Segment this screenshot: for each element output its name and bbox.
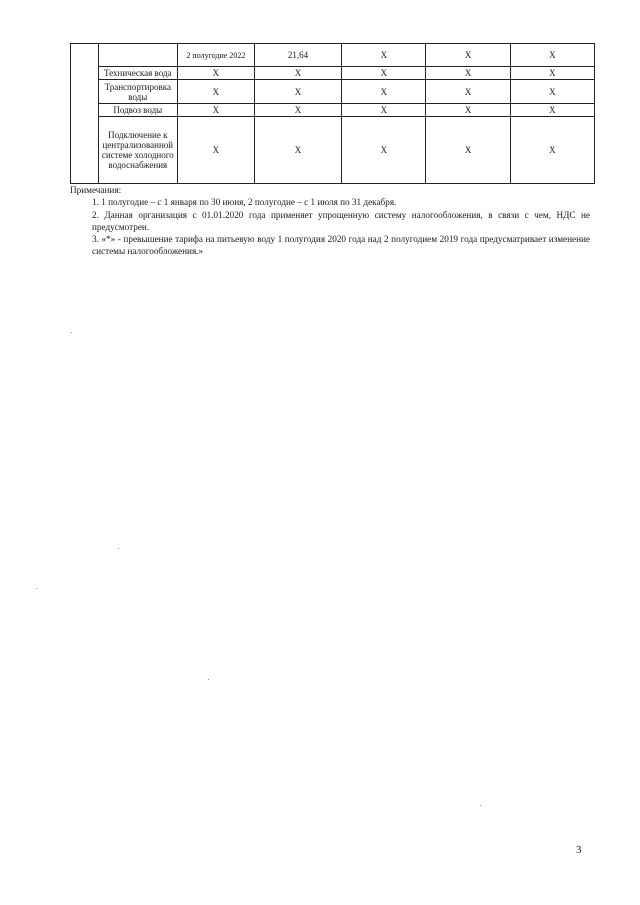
table-cell-x: Х — [177, 117, 254, 184]
table-cell-x: Х — [510, 104, 594, 117]
table-cell-name: Подключение к централизованной системе холодного водоснабжения — [98, 117, 177, 184]
scan-speck — [118, 548, 119, 549]
table-cell-period: 2 полугодие 2022 — [177, 44, 254, 67]
table-row — [71, 80, 595, 104]
table-cell-x: Х — [342, 80, 426, 104]
table-cell-name: Техническая вода — [98, 67, 177, 80]
table-cell-x: Х — [510, 67, 594, 80]
table-row — [71, 104, 595, 117]
table-cell-x: Х — [510, 44, 594, 67]
table-cell-x: Х — [510, 80, 594, 104]
note-item: 2. Данная организация с 01.01.2020 года применяет упрощенную систему налогообложения, в связи с чем, НДС не предусмотрен. — [92, 209, 590, 232]
table-row — [71, 44, 595, 67]
notes-heading: Примечания: — [70, 185, 122, 195]
note-item: 1. 1 полугодие – с 1 января по 30 июня, 2 полугодие – с 1 июля по 31 декабря. — [92, 197, 397, 208]
table-cell-x: Х — [426, 104, 510, 117]
table-row — [71, 117, 595, 184]
table-cell-x: Х — [510, 117, 594, 184]
table-cell-x: Х — [342, 44, 426, 67]
table-cell-x: Х — [426, 44, 510, 67]
table-cell-blank — [98, 44, 177, 67]
table-cell-x: Х — [342, 104, 426, 117]
table-cell-x: Х — [177, 104, 254, 117]
table-row — [71, 67, 595, 80]
table-cell-x: Х — [177, 80, 254, 104]
table-cell-x: Х — [342, 117, 426, 184]
scan-speck — [71, 332, 72, 333]
page-number: 3 — [576, 844, 582, 856]
table-cell-blank — [71, 44, 99, 184]
table-cell-x: Х — [254, 80, 341, 104]
table-cell-x: Х — [426, 80, 510, 104]
notes-section — [70, 184, 590, 258]
table-cell-x: Х — [342, 67, 426, 80]
scan-speck — [208, 679, 209, 680]
table-cell-x: Х — [426, 67, 510, 80]
table-cell-x: Х — [254, 67, 341, 80]
table-cell-name: Подвоз воды — [98, 104, 177, 117]
table-cell-x: Х — [254, 104, 341, 117]
scan-speck — [480, 805, 481, 806]
table-cell-name: Транспортировка воды — [98, 80, 177, 104]
table-cell-value: 21,64 — [254, 44, 341, 67]
note-item: 3. «*» - превышение тарифа на питьевую воду 1 полугодия 2020 года над 2 полугодием 2019 года предусматривает изменение системы налогообложения.» — [92, 234, 590, 257]
tariff-table — [70, 43, 595, 184]
table-cell-x: Х — [177, 67, 254, 80]
table-cell-x: Х — [426, 117, 510, 184]
scan-speck — [36, 588, 37, 589]
table-cell-x: Х — [254, 117, 341, 184]
